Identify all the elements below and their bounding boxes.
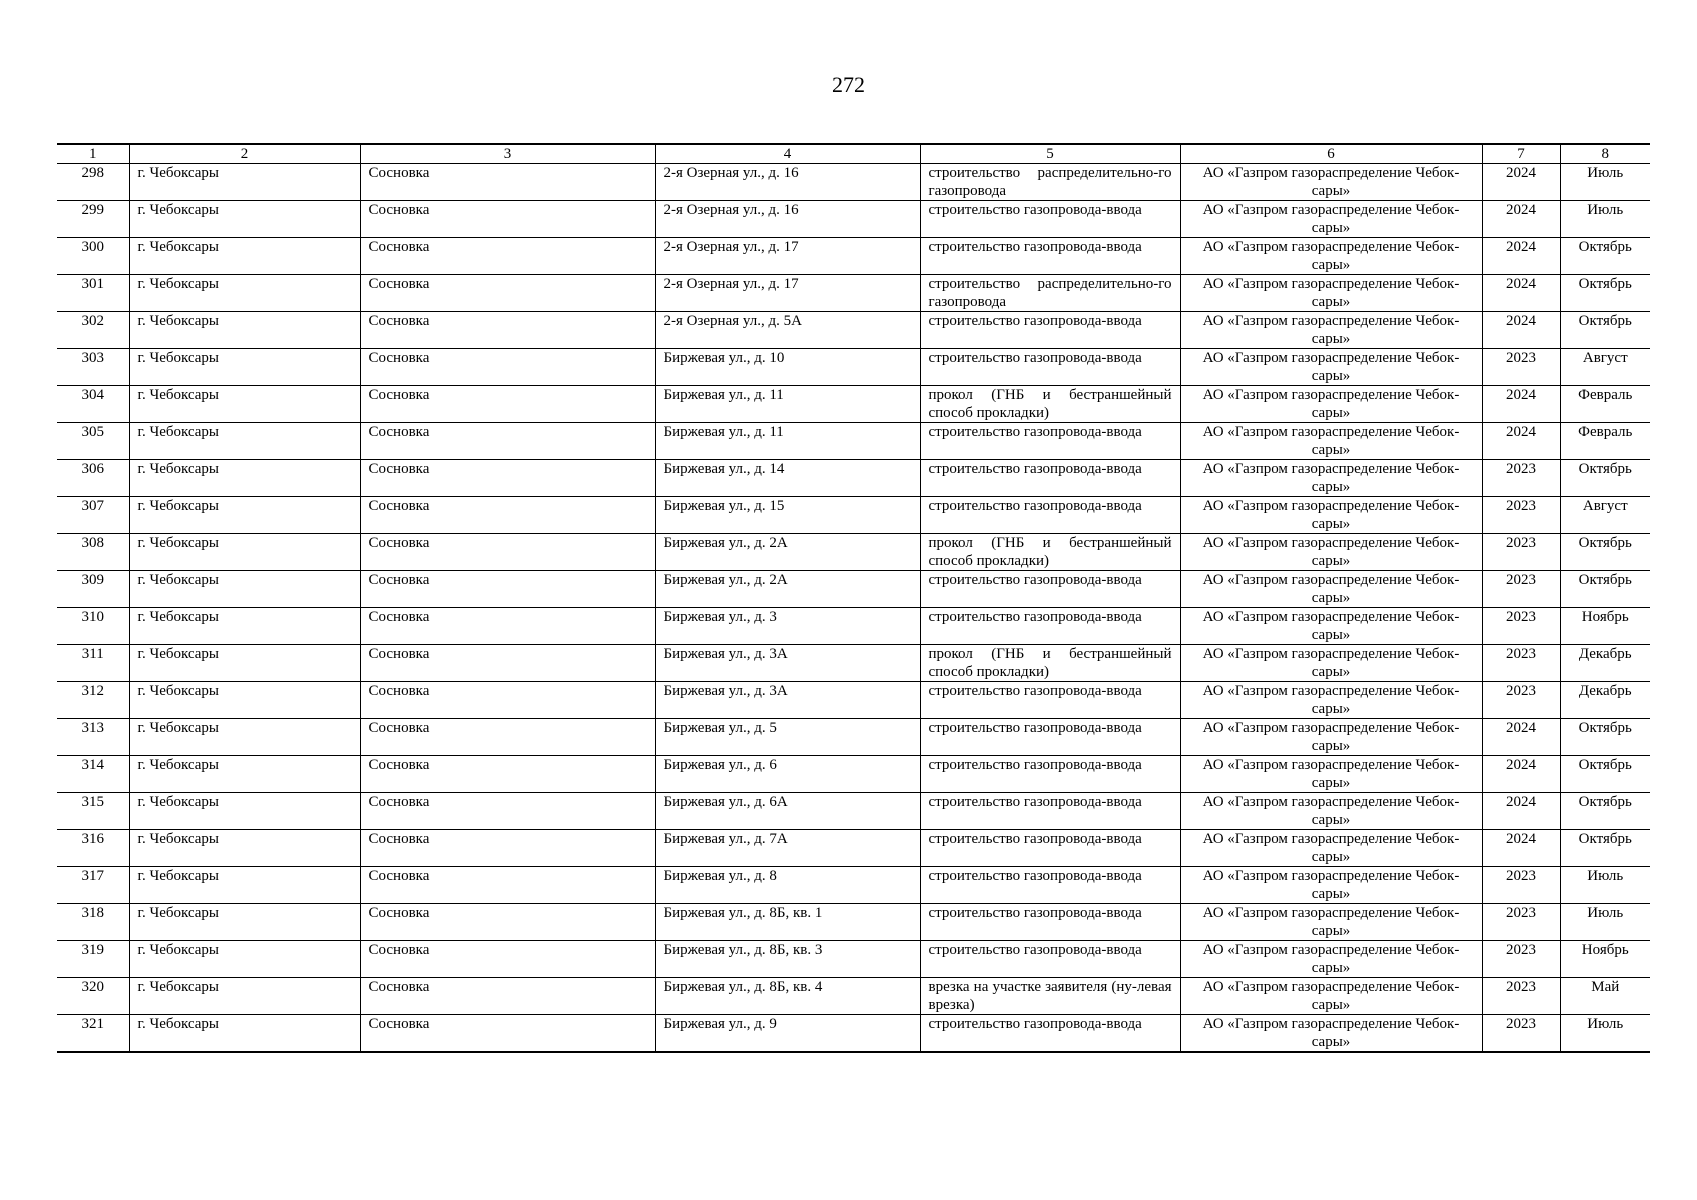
- work-type-cell: строительство газопровода-ввода: [920, 608, 1180, 645]
- table-row: [57, 386, 1650, 423]
- address-cell: 2-я Озерная ул., д. 17: [655, 238, 920, 275]
- year-cell: 2023: [1482, 497, 1560, 534]
- work-type-cell: строительство газопровода-ввода: [920, 497, 1180, 534]
- address-cell: Биржевая ул., д. 14: [655, 460, 920, 497]
- organization-cell: АО «Газпром газораспределение Чебок-сары»: [1180, 275, 1482, 312]
- table-row: [57, 867, 1650, 904]
- address-cell: Биржевая ул., д. 15: [655, 497, 920, 534]
- month-cell: Октябрь: [1560, 830, 1650, 867]
- city-cell: г. Чебоксары: [129, 571, 360, 608]
- work-type-cell: строительство газопровода-ввода: [920, 201, 1180, 238]
- work-type-cell: строительство газопровода-ввода: [920, 1015, 1180, 1053]
- district-cell: Сосновка: [360, 349, 655, 386]
- organization-cell: АО «Газпром газораспределение Чебок-сары»: [1180, 904, 1482, 941]
- district-cell: Сосновка: [360, 608, 655, 645]
- row-number-cell: 314: [57, 756, 129, 793]
- column-number: 5: [920, 144, 1180, 164]
- city-cell: г. Чебоксары: [129, 238, 360, 275]
- city-cell: г. Чебоксары: [129, 682, 360, 719]
- page-number: 272: [832, 72, 865, 97]
- organization-cell: АО «Газпром газораспределение Чебок-сары»: [1180, 978, 1482, 1015]
- month-cell: Май: [1560, 978, 1650, 1015]
- work-type-cell: строительство газопровода-ввода: [920, 571, 1180, 608]
- year-cell: 2023: [1482, 460, 1560, 497]
- city-cell: г. Чебоксары: [129, 830, 360, 867]
- year-cell: 2023: [1482, 941, 1560, 978]
- district-cell: Сосновка: [360, 978, 655, 1015]
- year-cell: 2023: [1482, 1015, 1560, 1053]
- address-cell: Биржевая ул., д. 7А: [655, 830, 920, 867]
- table-row: [57, 534, 1650, 571]
- address-cell: Биржевая ул., д. 3А: [655, 645, 920, 682]
- table-row: [57, 312, 1650, 349]
- month-cell: Декабрь: [1560, 645, 1650, 682]
- organization-cell: АО «Газпром газораспределение Чебок-сары»: [1180, 608, 1482, 645]
- address-cell: Биржевая ул., д. 5: [655, 719, 920, 756]
- table-row: [57, 904, 1650, 941]
- table-row: [57, 423, 1650, 460]
- city-cell: г. Чебоксары: [129, 164, 360, 201]
- city-cell: г. Чебоксары: [129, 386, 360, 423]
- district-cell: Сосновка: [360, 534, 655, 571]
- year-cell: 2024: [1482, 312, 1560, 349]
- organization-cell: АО «Газпром газораспределение Чебок-сары»: [1180, 534, 1482, 571]
- column-number: 3: [360, 144, 655, 164]
- organization-cell: АО «Газпром газораспределение Чебок-сары»: [1180, 867, 1482, 904]
- address-cell: Биржевая ул., д. 2А: [655, 534, 920, 571]
- year-cell: 2024: [1482, 756, 1560, 793]
- district-cell: Сосновка: [360, 830, 655, 867]
- table-row: [57, 756, 1650, 793]
- organization-cell: АО «Газпром газораспределение Чебок-сары»: [1180, 238, 1482, 275]
- month-cell: Октябрь: [1560, 793, 1650, 830]
- year-cell: 2023: [1482, 904, 1560, 941]
- district-cell: Сосновка: [360, 904, 655, 941]
- city-cell: г. Чебоксары: [129, 719, 360, 756]
- row-number-cell: 302: [57, 312, 129, 349]
- table-row: [57, 1015, 1650, 1053]
- year-cell: 2024: [1482, 386, 1560, 423]
- organization-cell: АО «Газпром газораспределение Чебок-сары»: [1180, 460, 1482, 497]
- address-cell: 2-я Озерная ул., д. 16: [655, 164, 920, 201]
- month-cell: Август: [1560, 349, 1650, 386]
- month-cell: Октябрь: [1560, 238, 1650, 275]
- address-cell: Биржевая ул., д. 3: [655, 608, 920, 645]
- organization-cell: АО «Газпром газораспределение Чебок-сары»: [1180, 386, 1482, 423]
- month-cell: Октябрь: [1560, 275, 1650, 312]
- column-number: 4: [655, 144, 920, 164]
- district-cell: Сосновка: [360, 682, 655, 719]
- organization-cell: АО «Газпром газораспределение Чебок-сары»: [1180, 645, 1482, 682]
- district-cell: Сосновка: [360, 460, 655, 497]
- district-cell: Сосновка: [360, 756, 655, 793]
- organization-cell: АО «Газпром газораспределение Чебок-сары»: [1180, 312, 1482, 349]
- address-cell: 2-я Озерная ул., д. 16: [655, 201, 920, 238]
- year-cell: 2023: [1482, 571, 1560, 608]
- month-cell: Октябрь: [1560, 312, 1650, 349]
- table-body: [57, 144, 1650, 1052]
- year-cell: 2024: [1482, 164, 1560, 201]
- row-number-cell: 312: [57, 682, 129, 719]
- work-type-cell: строительство газопровода-ввода: [920, 904, 1180, 941]
- month-cell: Октябрь: [1560, 756, 1650, 793]
- city-cell: г. Чебоксары: [129, 497, 360, 534]
- row-number-cell: 316: [57, 830, 129, 867]
- table-row: [57, 793, 1650, 830]
- city-cell: г. Чебоксары: [129, 608, 360, 645]
- year-cell: 2023: [1482, 645, 1560, 682]
- city-cell: г. Чебоксары: [129, 423, 360, 460]
- year-cell: 2024: [1482, 201, 1560, 238]
- district-cell: Сосновка: [360, 645, 655, 682]
- address-cell: Биржевая ул., д. 11: [655, 423, 920, 460]
- district-cell: Сосновка: [360, 867, 655, 904]
- work-type-cell: строительство газопровода-ввода: [920, 830, 1180, 867]
- month-cell: Июль: [1560, 904, 1650, 941]
- work-type-cell: строительство газопровода-ввода: [920, 793, 1180, 830]
- city-cell: г. Чебоксары: [129, 793, 360, 830]
- row-number-cell: 315: [57, 793, 129, 830]
- year-cell: 2024: [1482, 719, 1560, 756]
- work-type-cell: строительство газопровода-ввода: [920, 312, 1180, 349]
- work-type-cell: строительство газопровода-ввода: [920, 423, 1180, 460]
- organization-cell: АО «Газпром газораспределение Чебок-сары»: [1180, 719, 1482, 756]
- city-cell: г. Чебоксары: [129, 534, 360, 571]
- row-number-cell: 313: [57, 719, 129, 756]
- column-number: 7: [1482, 144, 1560, 164]
- table-row: [57, 164, 1650, 201]
- row-number-cell: 298: [57, 164, 129, 201]
- work-type-cell: строительство газопровода-ввода: [920, 756, 1180, 793]
- column-number: 1: [57, 144, 129, 164]
- city-cell: г. Чебоксары: [129, 201, 360, 238]
- row-number-cell: 305: [57, 423, 129, 460]
- year-cell: 2023: [1482, 534, 1560, 571]
- row-number-cell: 310: [57, 608, 129, 645]
- row-number-cell: 301: [57, 275, 129, 312]
- year-cell: 2023: [1482, 682, 1560, 719]
- column-number: 8: [1560, 144, 1650, 164]
- city-cell: г. Чебоксары: [129, 275, 360, 312]
- organization-cell: АО «Газпром газораспределение Чебок-сары»: [1180, 571, 1482, 608]
- work-type-cell: прокол (ГНБ и бестраншейный способ прокладки): [920, 386, 1180, 423]
- month-cell: Июль: [1560, 201, 1650, 238]
- table-row: [57, 719, 1650, 756]
- address-cell: 2-я Озерная ул., д. 17: [655, 275, 920, 312]
- table-row: [57, 645, 1650, 682]
- district-cell: Сосновка: [360, 571, 655, 608]
- row-number-cell: 319: [57, 941, 129, 978]
- city-cell: г. Чебоксары: [129, 1015, 360, 1053]
- district-cell: Сосновка: [360, 1015, 655, 1053]
- district-cell: Сосновка: [360, 164, 655, 201]
- address-cell: Биржевая ул., д. 6А: [655, 793, 920, 830]
- month-cell: Октябрь: [1560, 534, 1650, 571]
- address-cell: Биржевая ул., д. 8Б, кв. 1: [655, 904, 920, 941]
- month-cell: Июль: [1560, 867, 1650, 904]
- city-cell: г. Чебоксары: [129, 978, 360, 1015]
- year-cell: 2023: [1482, 867, 1560, 904]
- work-type-cell: врезка на участке заявителя (ну-левая врезка): [920, 978, 1180, 1015]
- city-cell: г. Чебоксары: [129, 941, 360, 978]
- work-type-cell: строительство газопровода-ввода: [920, 867, 1180, 904]
- organization-cell: АО «Газпром газораспределение Чебок-сары»: [1180, 164, 1482, 201]
- table-row: [57, 201, 1650, 238]
- month-cell: Июль: [1560, 164, 1650, 201]
- month-cell: Ноябрь: [1560, 941, 1650, 978]
- row-number-cell: 303: [57, 349, 129, 386]
- month-cell: Август: [1560, 497, 1650, 534]
- row-number-cell: 307: [57, 497, 129, 534]
- table-row: [57, 682, 1650, 719]
- city-cell: г. Чебоксары: [129, 867, 360, 904]
- district-cell: Сосновка: [360, 201, 655, 238]
- organization-cell: АО «Газпром газораспределение Чебок-сары»: [1180, 941, 1482, 978]
- table-row: [57, 238, 1650, 275]
- address-cell: 2-я Озерная ул., д. 5А: [655, 312, 920, 349]
- registry-table: [57, 143, 1650, 1053]
- row-number-cell: 317: [57, 867, 129, 904]
- city-cell: г. Чебоксары: [129, 460, 360, 497]
- month-cell: Ноябрь: [1560, 608, 1650, 645]
- address-cell: Биржевая ул., д. 8: [655, 867, 920, 904]
- row-number-cell: 299: [57, 201, 129, 238]
- table-row: [57, 460, 1650, 497]
- address-cell: Биржевая ул., д. 8Б, кв. 3: [655, 941, 920, 978]
- work-type-cell: строительство газопровода-ввода: [920, 460, 1180, 497]
- district-cell: Сосновка: [360, 423, 655, 460]
- row-number-cell: 309: [57, 571, 129, 608]
- row-number-cell: 311: [57, 645, 129, 682]
- work-type-cell: строительство газопровода-ввода: [920, 719, 1180, 756]
- month-cell: Июль: [1560, 1015, 1650, 1053]
- row-number-cell: 320: [57, 978, 129, 1015]
- district-cell: Сосновка: [360, 238, 655, 275]
- organization-cell: АО «Газпром газораспределение Чебок-сары»: [1180, 497, 1482, 534]
- work-type-cell: строительство газопровода-ввода: [920, 238, 1180, 275]
- organization-cell: АО «Газпром газораспределение Чебок-сары»: [1180, 201, 1482, 238]
- month-cell: Октябрь: [1560, 719, 1650, 756]
- district-cell: Сосновка: [360, 497, 655, 534]
- table-row: [57, 349, 1650, 386]
- year-cell: 2024: [1482, 793, 1560, 830]
- work-type-cell: строительство газопровода-ввода: [920, 349, 1180, 386]
- work-type-cell: строительство газопровода-ввода: [920, 682, 1180, 719]
- year-cell: 2024: [1482, 830, 1560, 867]
- address-cell: Биржевая ул., д. 6: [655, 756, 920, 793]
- district-cell: Сосновка: [360, 941, 655, 978]
- organization-cell: АО «Газпром газораспределение Чебок-сары»: [1180, 423, 1482, 460]
- address-cell: Биржевая ул., д. 3А: [655, 682, 920, 719]
- row-number-cell: 308: [57, 534, 129, 571]
- month-cell: Февраль: [1560, 423, 1650, 460]
- month-cell: Декабрь: [1560, 682, 1650, 719]
- district-cell: Сосновка: [360, 719, 655, 756]
- table-row: [57, 275, 1650, 312]
- work-type-cell: прокол (ГНБ и бестраншейный способ прокладки): [920, 645, 1180, 682]
- address-cell: Биржевая ул., д. 11: [655, 386, 920, 423]
- year-cell: 2024: [1482, 238, 1560, 275]
- table-row: [57, 571, 1650, 608]
- column-number: 6: [1180, 144, 1482, 164]
- table-row: [57, 978, 1650, 1015]
- year-cell: 2023: [1482, 608, 1560, 645]
- month-cell: Октябрь: [1560, 571, 1650, 608]
- organization-cell: АО «Газпром газораспределение Чебок-сары»: [1180, 682, 1482, 719]
- district-cell: Сосновка: [360, 793, 655, 830]
- city-cell: г. Чебоксары: [129, 756, 360, 793]
- organization-cell: АО «Газпром газораспределение Чебок-сары»: [1180, 1015, 1482, 1053]
- city-cell: г. Чебоксары: [129, 349, 360, 386]
- work-type-cell: строительство газопровода-ввода: [920, 941, 1180, 978]
- work-type-cell: прокол (ГНБ и бестраншейный способ прокладки): [920, 534, 1180, 571]
- organization-cell: АО «Газпром газораспределение Чебок-сары»: [1180, 830, 1482, 867]
- address-cell: Биржевая ул., д. 2А: [655, 571, 920, 608]
- district-cell: Сосновка: [360, 312, 655, 349]
- district-cell: Сосновка: [360, 386, 655, 423]
- work-type-cell: строительство распределительно-го газопровода: [920, 164, 1180, 201]
- month-cell: Октябрь: [1560, 460, 1650, 497]
- column-number-row: [57, 144, 1650, 164]
- address-cell: Биржевая ул., д. 10: [655, 349, 920, 386]
- organization-cell: АО «Газпром газораспределение Чебок-сары»: [1180, 793, 1482, 830]
- organization-cell: АО «Газпром газораспределение Чебок-сары»: [1180, 349, 1482, 386]
- year-cell: 2023: [1482, 978, 1560, 1015]
- row-number-cell: 300: [57, 238, 129, 275]
- year-cell: 2023: [1482, 349, 1560, 386]
- row-number-cell: 306: [57, 460, 129, 497]
- row-number-cell: 321: [57, 1015, 129, 1053]
- table-row: [57, 608, 1650, 645]
- table-row: [57, 941, 1650, 978]
- work-type-cell: строительство распределительно-го газопровода: [920, 275, 1180, 312]
- table-row: [57, 830, 1650, 867]
- city-cell: г. Чебоксары: [129, 904, 360, 941]
- column-number: 2: [129, 144, 360, 164]
- city-cell: г. Чебоксары: [129, 312, 360, 349]
- year-cell: 2024: [1482, 275, 1560, 312]
- year-cell: 2024: [1482, 423, 1560, 460]
- table-row: [57, 497, 1650, 534]
- row-number-cell: 318: [57, 904, 129, 941]
- district-cell: Сосновка: [360, 275, 655, 312]
- row-number-cell: 304: [57, 386, 129, 423]
- month-cell: Февраль: [1560, 386, 1650, 423]
- organization-cell: АО «Газпром газораспределение Чебок-сары»: [1180, 756, 1482, 793]
- address-cell: Биржевая ул., д. 8Б, кв. 4: [655, 978, 920, 1015]
- address-cell: Биржевая ул., д. 9: [655, 1015, 920, 1053]
- city-cell: г. Чебоксары: [129, 645, 360, 682]
